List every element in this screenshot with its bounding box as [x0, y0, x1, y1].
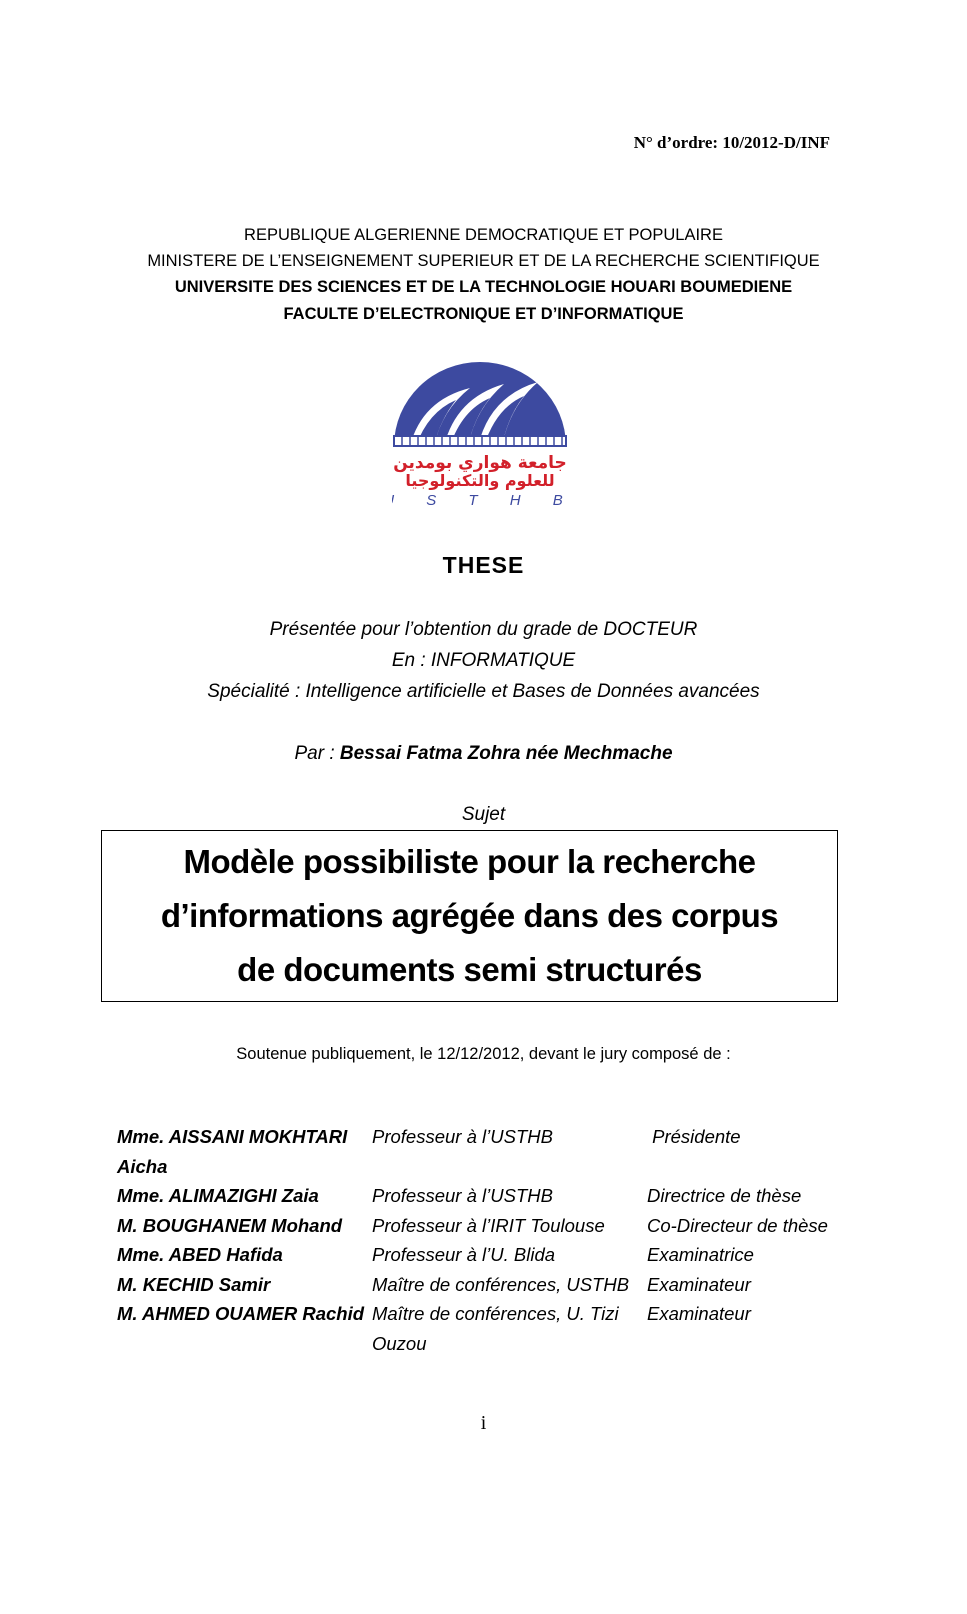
header-faculte: FACULTE D’ELECTRONIQUE ET D’INFORMATIQUE	[283, 305, 684, 323]
usthb-logo	[392, 360, 582, 520]
jury-row	[117, 1240, 847, 1270]
jury-row	[117, 1181, 847, 1211]
specialite-line: Spécialité : Intelligence artificielle et Bases de Données avancées	[207, 681, 760, 702]
jury-name: M. BOUGHANEM Mohand	[117, 1214, 343, 1236]
jury-row	[117, 1299, 847, 1329]
logo-usthb-text: U S T H B	[392, 492, 577, 509]
author-line	[0, 743, 967, 765]
jury-role: Ouzou	[372, 1332, 427, 1354]
jury-role: Maître de conférences, USTHB	[372, 1273, 630, 1295]
en-line: En : INFORMATIQUE	[391, 650, 576, 671]
jury-row	[117, 1211, 847, 1241]
jury-name: Mme. ABED Hafida	[117, 1244, 283, 1265]
jury-function: Examinatrice	[647, 1244, 754, 1265]
jury-table	[117, 1122, 847, 1358]
numero-ordre: N° d’ordre: 10/2012-D/INF	[633, 133, 830, 152]
author-name: Bessai Fatma Zohra née Mechmache	[339, 743, 673, 764]
jury-function: Examinateur	[647, 1273, 751, 1295]
jury-role: Professeur à l’USTHB	[372, 1185, 553, 1206]
these-label: THESE	[442, 552, 525, 578]
par-label: Par :	[294, 743, 340, 764]
page-number: i	[480, 1412, 487, 1434]
thesis-title-line1: Modèle possibiliste pour la recherche	[183, 843, 756, 880]
thesis-title-line3: de documents semi structurés	[237, 951, 702, 988]
jury-function: Examinateur	[647, 1303, 751, 1324]
thesis-title-box	[101, 830, 838, 1002]
jury-function	[647, 1152, 847, 1182]
header-universite: UNIVERSITE DES SCIENCES ET DE LA TECHNOLOGIE HOUARI BOUMEDIENE	[174, 278, 793, 296]
jury-role	[372, 1152, 647, 1182]
jury-role: Professeur à l’USTHB	[372, 1126, 553, 1147]
presentee-line: Présentée pour l’obtention du grade de DOCTEUR	[269, 619, 698, 640]
jury-name: Mme. ALIMAZIGHI Zaia	[117, 1185, 319, 1206]
jury-name: Aicha	[117, 1155, 168, 1177]
jury-function	[647, 1329, 847, 1359]
jury-name: M. KECHID Samir	[117, 1273, 271, 1295]
jury-function: Co-Directeur de thèse	[647, 1214, 828, 1236]
jury-role: Professeur à l’U. Blida	[372, 1244, 556, 1265]
jury-name	[117, 1329, 372, 1359]
jury-row	[117, 1152, 847, 1182]
jury-function: Présidente	[647, 1126, 741, 1147]
jury-row	[117, 1329, 847, 1359]
jury-name: M. AHMED OUAMER Rachid	[117, 1303, 365, 1324]
thesis-title-line2: d’informations agrégée dans des corpus	[160, 897, 779, 934]
jury-function: Directrice de thèse	[647, 1185, 802, 1206]
logo-arabic-line1: جامعة هواري بومدين	[393, 453, 567, 473]
jury-name: Mme. AISSANI MOKHTARI	[117, 1126, 348, 1147]
jury-role: Professeur à l’IRIT Toulouse	[372, 1214, 605, 1236]
logo-arabic-line2: للعلوم والتكنولوجيا	[405, 471, 555, 490]
sujet-label: Sujet	[461, 804, 506, 825]
jury-row	[117, 1122, 847, 1152]
soutenue-line: Soutenue publiquement, le 12/12/2012, devant le jury composé de :	[236, 1045, 731, 1063]
header-ministere: MINISTERE DE L’ENSEIGNEMENT SUPERIEUR ET DE LA RECHERCHE SCIENTIFIQUE	[147, 252, 820, 270]
jury-role: Maître de conférences, U. Tizi	[372, 1303, 619, 1324]
header-republique: REPUBLIQUE ALGERIENNE DEMOCRATIQUE ET POPULAIRE	[244, 226, 723, 244]
jury-row	[117, 1270, 847, 1300]
